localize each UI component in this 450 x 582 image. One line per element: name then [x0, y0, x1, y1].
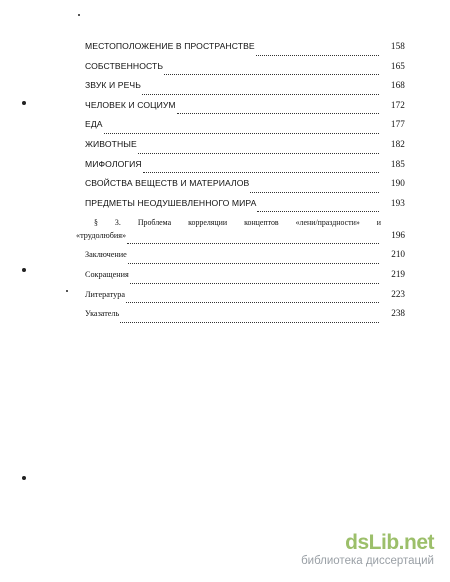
- section-word: концептов: [244, 218, 279, 228]
- section-word: корреляции: [188, 218, 228, 228]
- toc-entry-page: 193: [390, 197, 405, 208]
- dot-leader: [250, 192, 379, 193]
- toc-entry-title: Указатель: [85, 309, 120, 319]
- dot-leader: [127, 243, 379, 244]
- margin-mark: [22, 476, 26, 480]
- watermark-logo: dsLib.net: [345, 531, 434, 554]
- toc-entry-page: 190: [390, 178, 405, 189]
- toc-entry: [85, 100, 405, 120]
- toc-entry-title: МИФОЛОГИЯ: [85, 158, 142, 169]
- watermark: [301, 532, 434, 568]
- section-word: и: [376, 218, 381, 228]
- toc-entry-page: 182: [390, 138, 405, 149]
- toc-entry: [85, 80, 405, 100]
- dot-leader: [257, 211, 379, 212]
- dot-leader: [164, 74, 379, 75]
- toc-entry: [85, 249, 405, 269]
- table-of-contents: [76, 41, 405, 328]
- toc-entry-page: 177: [390, 119, 405, 130]
- margin-mark: [22, 101, 26, 105]
- toc-entry-title: Заключение: [85, 250, 127, 260]
- toc-entry: [85, 139, 405, 159]
- toc-entry-page: 238: [391, 308, 405, 319]
- toc-entry: [85, 61, 405, 81]
- toc-entry-title: ЧЕЛОВЕК И СОЦИУМ: [85, 99, 176, 110]
- margin-mark: [22, 268, 26, 272]
- scan-speck: [78, 14, 80, 16]
- dot-leader: [120, 322, 379, 323]
- toc-entry-title: ПРЕДМЕТЫ НЕОДУШЕВЛЕННОГО МИРА: [85, 197, 257, 208]
- dot-leader: [104, 133, 379, 134]
- toc-entry-title: ЗВУК И РЕЧЬ: [85, 80, 141, 91]
- toc-entry: [85, 289, 405, 309]
- section-word: «лени/праздности»: [295, 218, 360, 228]
- section-sign: §: [94, 218, 98, 228]
- toc-entry-title: СОБСТВЕННОСТЬ: [85, 60, 164, 71]
- section-word: Проблема: [137, 218, 172, 228]
- dot-leader: [126, 302, 379, 303]
- toc-entry: [85, 198, 405, 218]
- toc-entry-title: ЕДА: [85, 119, 103, 130]
- dot-leader: [177, 113, 379, 114]
- toc-entry: [85, 178, 405, 198]
- toc-entry-title: МЕСТОПОЛОЖЕНИЕ В ПРОСТРАНСТВЕ: [85, 41, 255, 51]
- toc-entry-title: ЖИВОТНЫЕ: [85, 138, 137, 149]
- dot-leader: [142, 94, 379, 95]
- toc-entry: [85, 119, 405, 139]
- toc-entry: [85, 41, 405, 61]
- dot-leader: [138, 153, 379, 154]
- toc-entry-page: 223: [391, 288, 405, 299]
- toc-entry-page: 172: [390, 99, 405, 110]
- dot-leader: [256, 55, 379, 56]
- toc-entry-page: 158: [390, 41, 405, 51]
- toc-entry-title: Сокращения: [85, 269, 129, 279]
- toc-entry-title: «трудолюбия»: [76, 231, 127, 241]
- dot-leader: [130, 283, 379, 284]
- toc-entry-page: 219: [391, 268, 405, 279]
- toc-entry: [85, 308, 405, 328]
- toc-entry: [85, 269, 405, 289]
- toc-entry-page: 210: [391, 249, 405, 260]
- section-heading-line: [85, 218, 405, 230]
- scan-speck: [66, 290, 68, 292]
- dot-leader: [128, 263, 379, 264]
- toc-entry-title: Литература: [85, 289, 125, 299]
- toc-entry-page: 165: [390, 60, 405, 71]
- watermark-subtitle: библиотека диссертаций: [301, 555, 434, 567]
- dot-leader: [143, 172, 379, 173]
- toc-entry-page: 185: [390, 158, 405, 169]
- toc-entry: [76, 230, 405, 249]
- toc-entry-title: СВОЙСТВА ВЕЩЕСТВ И МАТЕРИАЛОВ: [85, 178, 250, 189]
- section-number: 3.: [114, 218, 121, 228]
- toc-entry-page: 196: [391, 230, 405, 241]
- toc-entry-page: 168: [390, 80, 405, 91]
- toc-entry: [85, 159, 405, 179]
